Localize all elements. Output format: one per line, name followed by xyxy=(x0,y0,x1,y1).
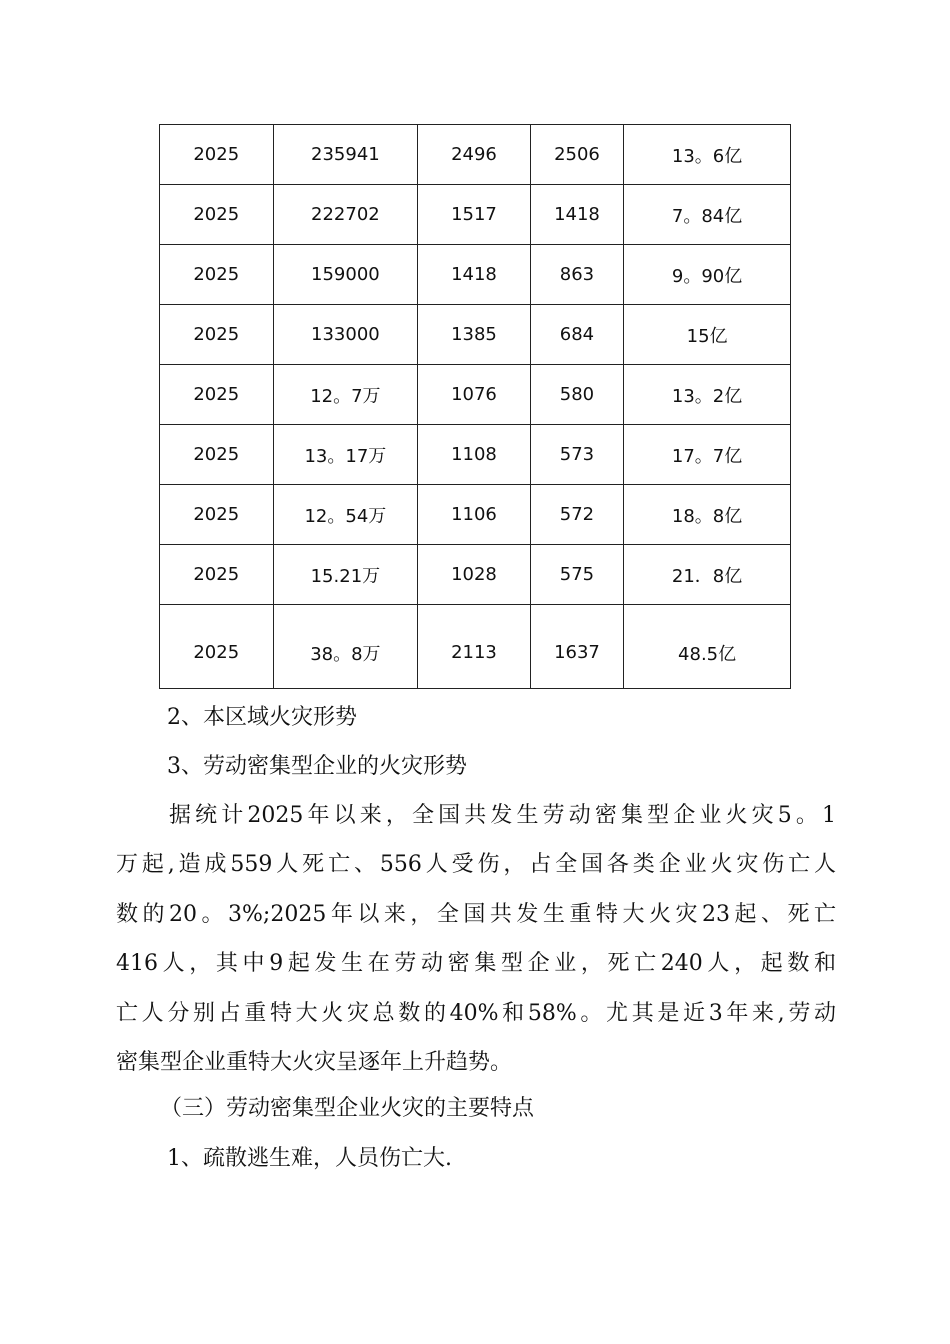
table-cell: 15.21万 xyxy=(273,545,418,605)
table-cell: 222702 xyxy=(273,185,418,245)
table-cell: 2025 xyxy=(160,125,274,185)
table-cell: 15亿 xyxy=(624,305,791,365)
table-row xyxy=(160,305,791,365)
table-cell: 2025 xyxy=(160,485,274,545)
table-row xyxy=(160,245,791,305)
table-cell: 18。8亿 xyxy=(624,485,791,545)
table-cell: 2025 xyxy=(160,365,274,425)
table-cell: 13。17万 xyxy=(273,425,418,485)
table-cell: 1418 xyxy=(530,185,623,245)
table-cell: 1076 xyxy=(418,365,531,425)
table-row xyxy=(160,605,791,689)
table-cell: 573 xyxy=(530,425,623,485)
table-row xyxy=(160,425,791,485)
table-cell: 13。6亿 xyxy=(624,125,791,185)
table-cell: 7。84亿 xyxy=(624,185,791,245)
table-cell: 2025 xyxy=(160,245,274,305)
paragraph-line: 万起,造成559人死亡、556人受伤，占全国各类企业火灾伤亡人 xyxy=(116,852,836,878)
table-row xyxy=(160,485,791,545)
table-cell: 2506 xyxy=(530,125,623,185)
table-cell: 159000 xyxy=(273,245,418,305)
table-cell: 133000 xyxy=(273,305,418,365)
table-cell: 235941 xyxy=(273,125,418,185)
table-cell: 580 xyxy=(530,365,623,425)
fire-statistics-table xyxy=(159,124,791,689)
table-cell: 684 xyxy=(530,305,623,365)
table-cell: 21．8亿 xyxy=(624,545,791,605)
table-cell: 38。8万 xyxy=(273,605,418,689)
table-cell: 1637 xyxy=(530,605,623,689)
table-row xyxy=(160,125,791,185)
table-cell: 12。54万 xyxy=(273,485,418,545)
table-cell: 12。7万 xyxy=(273,365,418,425)
table-cell: 2025 xyxy=(160,605,274,689)
paragraph-line: 据统计2025年以来，全国共发生劳动密集型企业火灾5。1 xyxy=(169,803,836,828)
table-row xyxy=(160,365,791,425)
table-cell: 1385 xyxy=(418,305,531,365)
table-cell: 863 xyxy=(530,245,623,305)
table-cell: 1106 xyxy=(418,485,531,545)
table-cell: 2113 xyxy=(418,605,531,689)
table-cell: 1418 xyxy=(418,245,531,305)
section-heading-2: 2、本区域火灾形势 xyxy=(167,705,357,730)
table-cell: 2025 xyxy=(160,545,274,605)
table-cell: 9。90亿 xyxy=(624,245,791,305)
table-body xyxy=(160,125,791,689)
table-row xyxy=(160,185,791,245)
table-cell: 1108 xyxy=(418,425,531,485)
table-cell: 572 xyxy=(530,485,623,545)
table-cell: 1028 xyxy=(418,545,531,605)
paragraph-line: 数的20。3%;2025年以来，全国共发生重特大火灾23起、死亡 xyxy=(116,901,836,927)
table-cell: 17。7亿 xyxy=(624,425,791,485)
table-row xyxy=(160,545,791,605)
statistics-paragraph xyxy=(116,791,836,1087)
table-cell: 2025 xyxy=(160,305,274,365)
paragraph-line: 亡人分别占重特大火灾总数的40%和58%。尤其是近3年来,劳动 xyxy=(116,1000,836,1026)
paragraph-line: 密集型企业重特大火灾呈逐年上升趋势。 xyxy=(116,1050,513,1076)
table-cell: 13。2亿 xyxy=(624,365,791,425)
section-heading-3: 3、劳动密集型企业的火灾形势 xyxy=(167,754,467,779)
paragraph-line: 416人，其中9起发生在劳动密集型企业，死亡240人，起数和 xyxy=(116,951,836,977)
table-cell: 48.5亿 xyxy=(624,605,791,689)
table-cell: 2025 xyxy=(160,425,274,485)
table-cell: 2496 xyxy=(418,125,531,185)
list-item-1: 1、疏散逃生难，人员伤亡大. xyxy=(167,1146,452,1171)
subsection-heading: （三）劳动密集型企业火灾的主要特点 xyxy=(160,1096,535,1121)
table-cell: 2025 xyxy=(160,185,274,245)
table-cell: 1517 xyxy=(418,185,531,245)
table-cell: 575 xyxy=(530,545,623,605)
